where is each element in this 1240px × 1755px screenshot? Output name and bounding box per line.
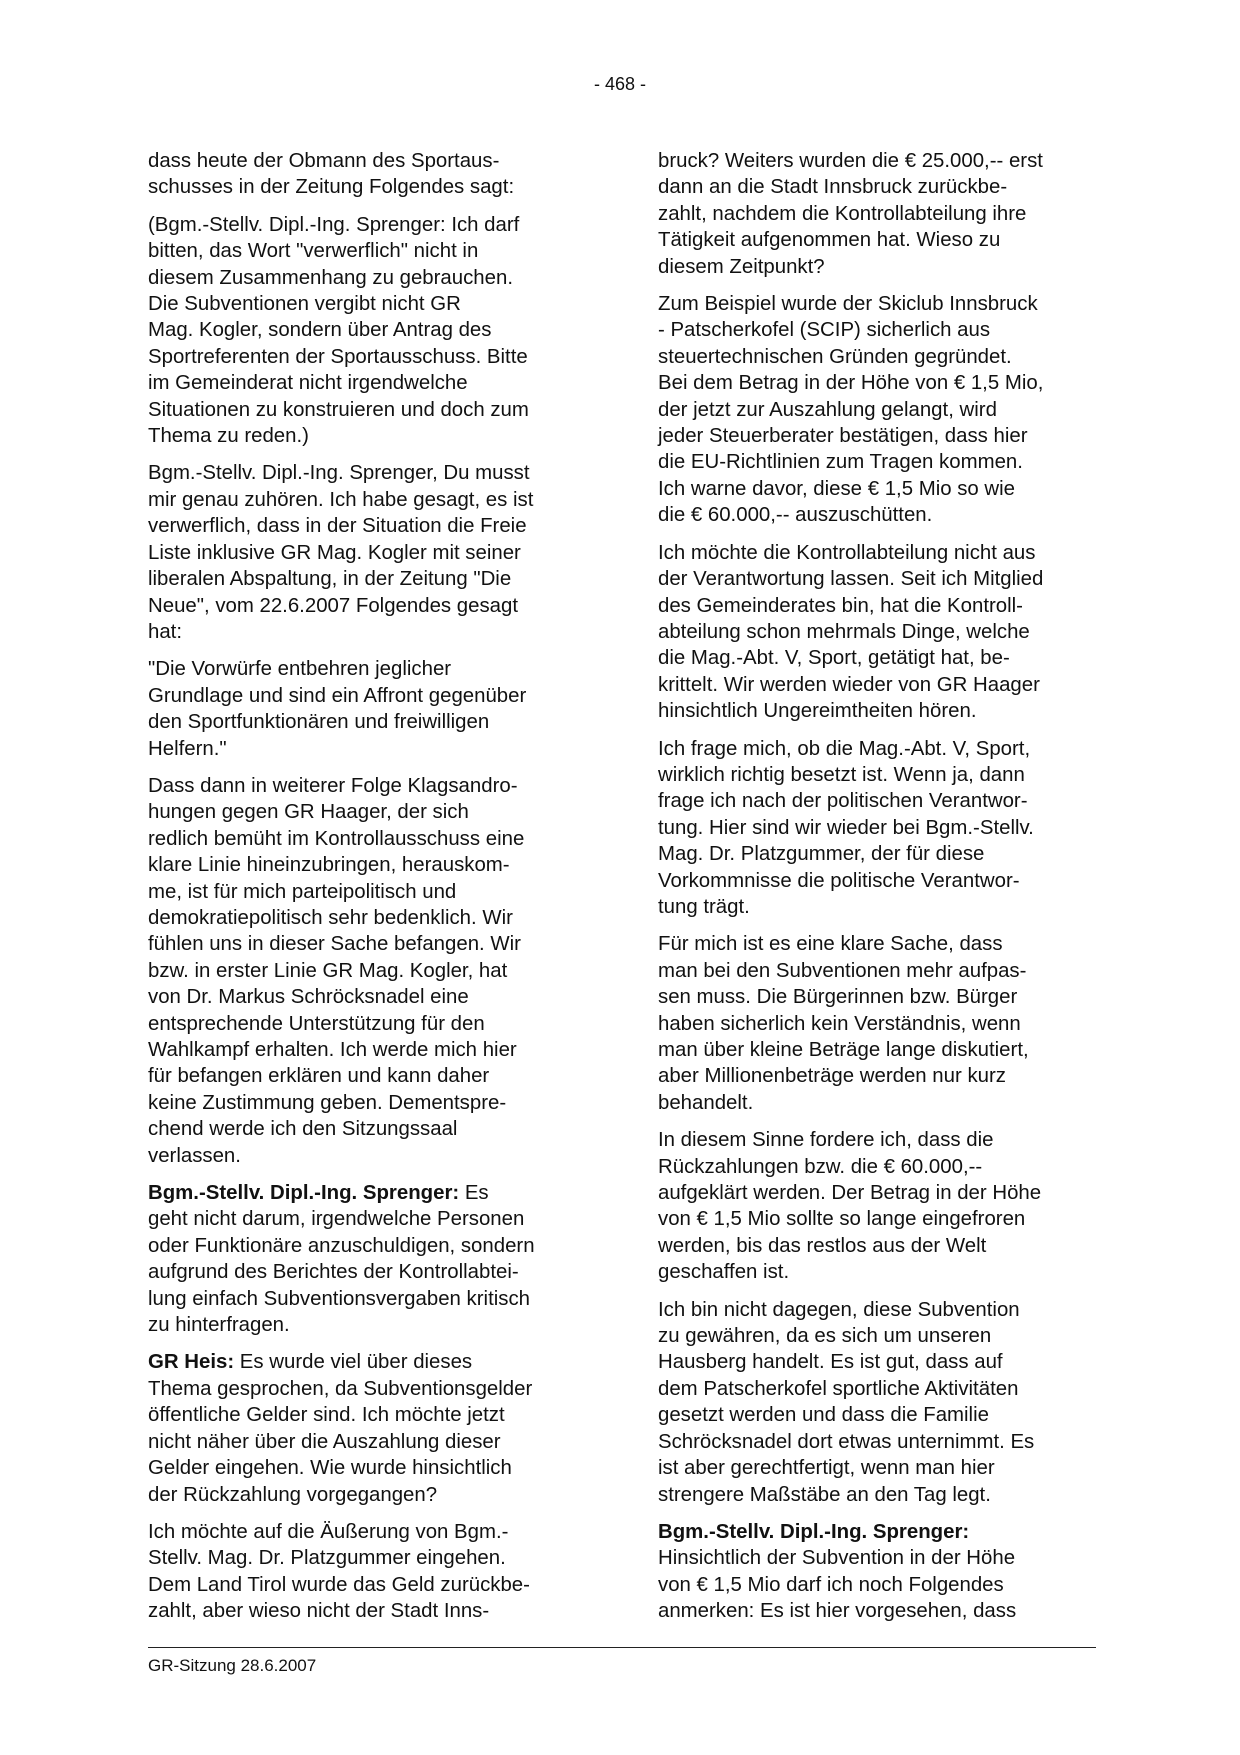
footer-session-date: GR-Sitzung 28.6.2007 (148, 1656, 317, 1675)
speaker-paragraph (658, 1519, 1098, 1625)
speaker-text: Es geht nicht darum, irgendwelche Personen oder Funktionäre anzuschuldigen, sondern aufgrund des Berichtes der Kontrollabtei- lung einfach Subventionsvergaben kritisch zu hinterfragen. (148, 1182, 535, 1337)
paragraph: Für mich ist es eine klare Sache, dass man bei den Subventionen mehr aufpas- sen muss. Die Bürgerinnen bzw. Bürger haben sicherlich kein Verständnis, wenn man über kleine Beträge lange diskutiert, aber Millionenbeträge werden nur kurz behandelt. (658, 933, 1029, 1114)
right-column (658, 148, 1098, 1636)
paragraph: Ich bin nicht dagegen, diese Subvention zu gewähren, da es sich um unseren Hausberg handelt. Es ist gut, dass auf dem Patscherkofel sportliche Aktivitäten gesetzt werden und dass die Familie Schröcksnadel dort etwas unternimmt. Es ist aber gerechtfertigt, wenn man hier strengere Maßstäbe an den Tag legt. (658, 1298, 1035, 1506)
paragraph: Ich frage mich, ob die Mag.-Abt. V, Sport, wirklich richtig besetzt ist. Wenn ja, dann frage ich nach der politischen Verantwor- tung. Hier sind wir wieder bei Bgm.-Stellv. Mag. Dr. Platzgummer, der für diese Vorkommnisse die politische Verantwor- tung trägt. (658, 737, 1034, 918)
speaker-name: Bgm.-Stellv. Dipl.-Ing. Sprenger: (148, 1182, 460, 1205)
speaker-text: Es wurde viel über dieses Thema gesprochen, da Subventionsgelder öffentliche Gelder sind. Ich möchte jetzt nicht näher über die Auszahlung dieser Gelder eingehen. Wie wurde hinsichtlich der Rückzahlung vorgegangen? (148, 1351, 533, 1506)
footer-divider (148, 1647, 1096, 1648)
speaker-paragraph (148, 1349, 588, 1507)
paragraph: In diesem Sinne fordere ich, dass die Rückzahlungen bzw. die € 60.000,-- aufgeklärt werden. Der Betrag in der Höhe von € 1,5 Mio sollte so lange eingefroren werden, bis das restlos aus der Welt geschaffen ist. (658, 1129, 1042, 1284)
paragraph: (Bgm.-Stellv. Dipl.-Ing. Sprenger: Ich darf bitten, das Wort "verwerflich" nicht in diesem Zusammenhang zu gebrauchen. Die Subventionen vergibt nicht GR Mag. Kogler, sondern über Antrag des Sportreferenten der Sportausschuss. Bitte im Gemeinderat nicht irgendwelche Situationen zu konstruieren und doch zum Thema zu reden.) (148, 213, 529, 448)
page-number: - 468 - (593, 74, 647, 94)
speaker-paragraph (148, 1180, 588, 1338)
paragraph: Zum Beispiel wurde der Skiclub Innsbruck - Patscherkofel (SCIP) sicherlich aus steuertechnischen Gründen gegründet. Bei dem Betrag in der Höhe von € 1,5 Mio, der jetzt zur Auszahlung gelangt, wird jeder Steuerberater bestätigen, dass hier die EU-Richtlinien zum Tragen kommen. Ich warne davor, diese € 1,5 Mio so wie die € 60.000,-- auszuschütten. (658, 293, 1044, 527)
paragraph: Bgm.-Stellv. Dipl.-Ing. Sprenger, Du musst mir genau zuhören. Ich habe gesagt, es ist verwerflich, dass in der Situation die Freie Liste inklusive GR Mag. Kogler mit seiner liberalen Abspaltung, in der Zeitung "Die Neue", vom 22.6.2007 Folgendes gesagt hat: (148, 462, 534, 643)
paragraph: dass heute der Obmann des Sportaus- schusses in der Zeitung Folgendes sagt: (148, 150, 515, 199)
speaker-text: Hinsichtlich der Subvention in der Höhe von € 1,5 Mio darf ich noch Folgendes anmerken: Es ist hier vorgesehen, dass (658, 1547, 1017, 1623)
left-column (148, 148, 588, 1636)
speaker-name: GR Heis: (148, 1351, 235, 1374)
speaker-name: Bgm.-Stellv. Dipl.-Ing. Sprenger: (658, 1520, 970, 1543)
quote-paragraph: "Die Vorwürfe entbehren jeglicher Grundlage und sind ein Affront gegenüber den Sportfunktionären und freiwilligen Helfern." (148, 658, 527, 760)
paragraph: Dass dann in weiterer Folge Klagsandro- hungen gegen GR Haager, der sich redlich bemüht im Kontrollausschuss eine klare Linie hineinzubringen, herauskom- me, ist für mich parteipolitisch und demokratiepolitisch sehr bedenklich. Wir fühlen uns in dieser Sache befangen. Wir bzw. in erster Linie GR Mag. Kogler, hat von Dr. Markus Schröcksnadel eine entsprechende Unterstützung für den Wahlkampf erhalten. Ich werde mich hier für befangen erklären und kann daher keine Zustimmung geben. Dementspre- chend werde ich den Sitzungssaal verlassen. (148, 774, 525, 1167)
paragraph: bruck? Weiters wurden die € 25.000,-- erst dann an die Stadt Innsbruck zurückbe- zahlt, nachdem die Kontrollabteilung ihre Tätigkeit aufgenommen hat. Wieso zu diesem Zeitpunkt? (658, 150, 1043, 278)
paragraph: Ich möchte die Kontrollabteilung nicht aus der Verantwortung lassen. Seit ich Mitglied des Gemeinderates bin, hat die Kontroll- abteilung schon mehrmals Dinge, welche die Mag.-Abt. V, Sport, getätigt hat, be- krittelt. Wir werden wieder von GR Haager hinsichtlich Ungereimtheiten hören. (658, 541, 1044, 723)
paragraph: Ich möchte auf die Äußerung von Bgm.- Stellv. Mag. Dr. Platzgummer eingehen. Dem Land Tirol wurde das Geld zurückbe- zahlt, aber wieso nicht der Stadt Inns- (148, 1520, 530, 1623)
